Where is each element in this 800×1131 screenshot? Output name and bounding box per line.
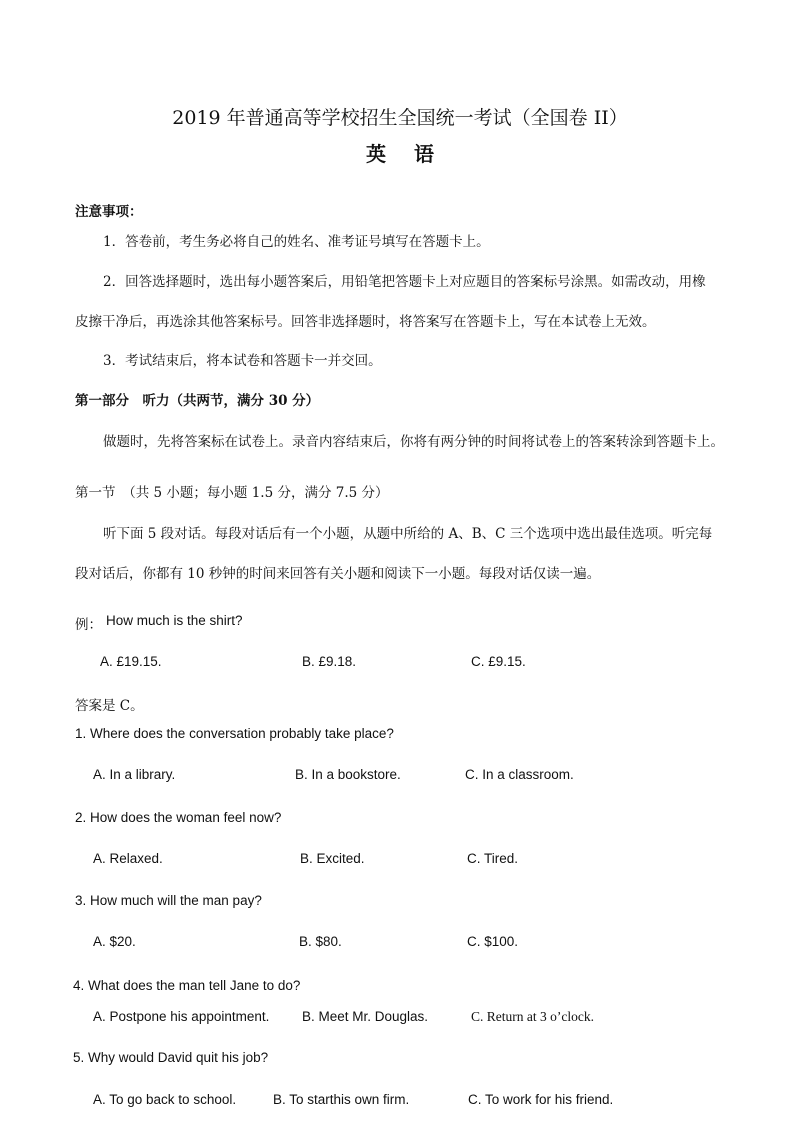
question-4: 4. What does the man tell Jane to do? [73, 978, 301, 993]
question-2: 2. How does the woman feel now? [75, 810, 282, 825]
part1-heading: 第一部分 听力（共两节，满分 30 分） [75, 393, 320, 409]
notice-heading: 注意事项： [75, 204, 143, 220]
example-option-c: C. £9.15. [471, 654, 526, 669]
example-option-a: A. £19.15. [100, 654, 162, 669]
question-4-option-a: A. Postpone his appointment. [93, 1009, 270, 1024]
question-3-option-b: B. $80. [299, 934, 342, 949]
question-1-option-a: A. In a library. [93, 767, 176, 782]
question-1: 1. Where does the conversation probably take place? [75, 726, 394, 741]
notice-item-2-line-1: 2．回答选择题时，选出每小题答案后，用铅笔把答题卡上对应题目的答案标号涂黑。如需改动，用橡 [103, 274, 706, 290]
question-2-option-b: B. Excited. [300, 851, 365, 866]
section1-heading: 第一节 （共 5 小题；每小题 1.5 分，满分 7.5 分） [75, 485, 389, 501]
question-1-option-b: B. In a bookstore. [295, 767, 401, 782]
question-4-option-b: B. Meet Mr. Douglas. [302, 1009, 429, 1024]
notice-item-1: 1．答卷前，考生务必将自己的姓名、准考证号填写在答题卡上。 [103, 234, 490, 250]
exam-title: 2019 年普通高等学校招生全国统一考试（全国卷 II） [172, 107, 628, 129]
example-label: 例： [75, 617, 102, 633]
question-5-option-c: C. To work for his friend. [468, 1092, 614, 1107]
notice-item-3: 3．考试结束后，将本试卷和答题卡一并交回。 [103, 353, 382, 369]
question-4-option-c: C. Return at 3 o’clock. [471, 1009, 594, 1024]
section1-instruction-line-2: 段对话后，你都有 10 秒钟的时间来回答有关小题和阅读下一小题。每段对话仅读一遍。 [75, 566, 601, 582]
section1-instruction-line-1: 听下面 5 段对话。每段对话后有一个小题，从题中所给的 A、B、C 三个选项中选出最佳选项。听完每 [103, 526, 713, 542]
question-5: 5. Why would David quit his job? [73, 1050, 269, 1065]
question-3-option-a: A. $20. [93, 934, 136, 949]
example-answer: 答案是 C。 [75, 698, 144, 714]
question-2-option-a: A. Relaxed. [93, 851, 163, 866]
question-1-option-c: C. In a classroom. [465, 767, 574, 782]
question-3-option-c: C. $100. [467, 934, 519, 949]
question-3: 3. How much will the man pay? [75, 893, 262, 908]
question-5-option-a: A. To go back to school. [93, 1092, 237, 1107]
subject-title: 英语 [366, 142, 462, 166]
notice-item-2-line-2: 皮擦干净后，再选涂其他答案标号。回答非选择题时，将答案写在答题卡上，写在本试卷上无效。 [75, 314, 656, 330]
part1-instruction: 做题时，先将答案标在试卷上。录音内容结束后，你将有两分钟的时间将试卷上的答案转涂到答题卡上。 [103, 434, 724, 450]
example-question: How much is the shirt? [106, 613, 243, 628]
question-2-option-c: C. Tired. [467, 851, 519, 866]
example-option-b: B. £9.18. [302, 654, 357, 669]
question-5-option-b: B. To starthis own firm. [273, 1092, 410, 1107]
